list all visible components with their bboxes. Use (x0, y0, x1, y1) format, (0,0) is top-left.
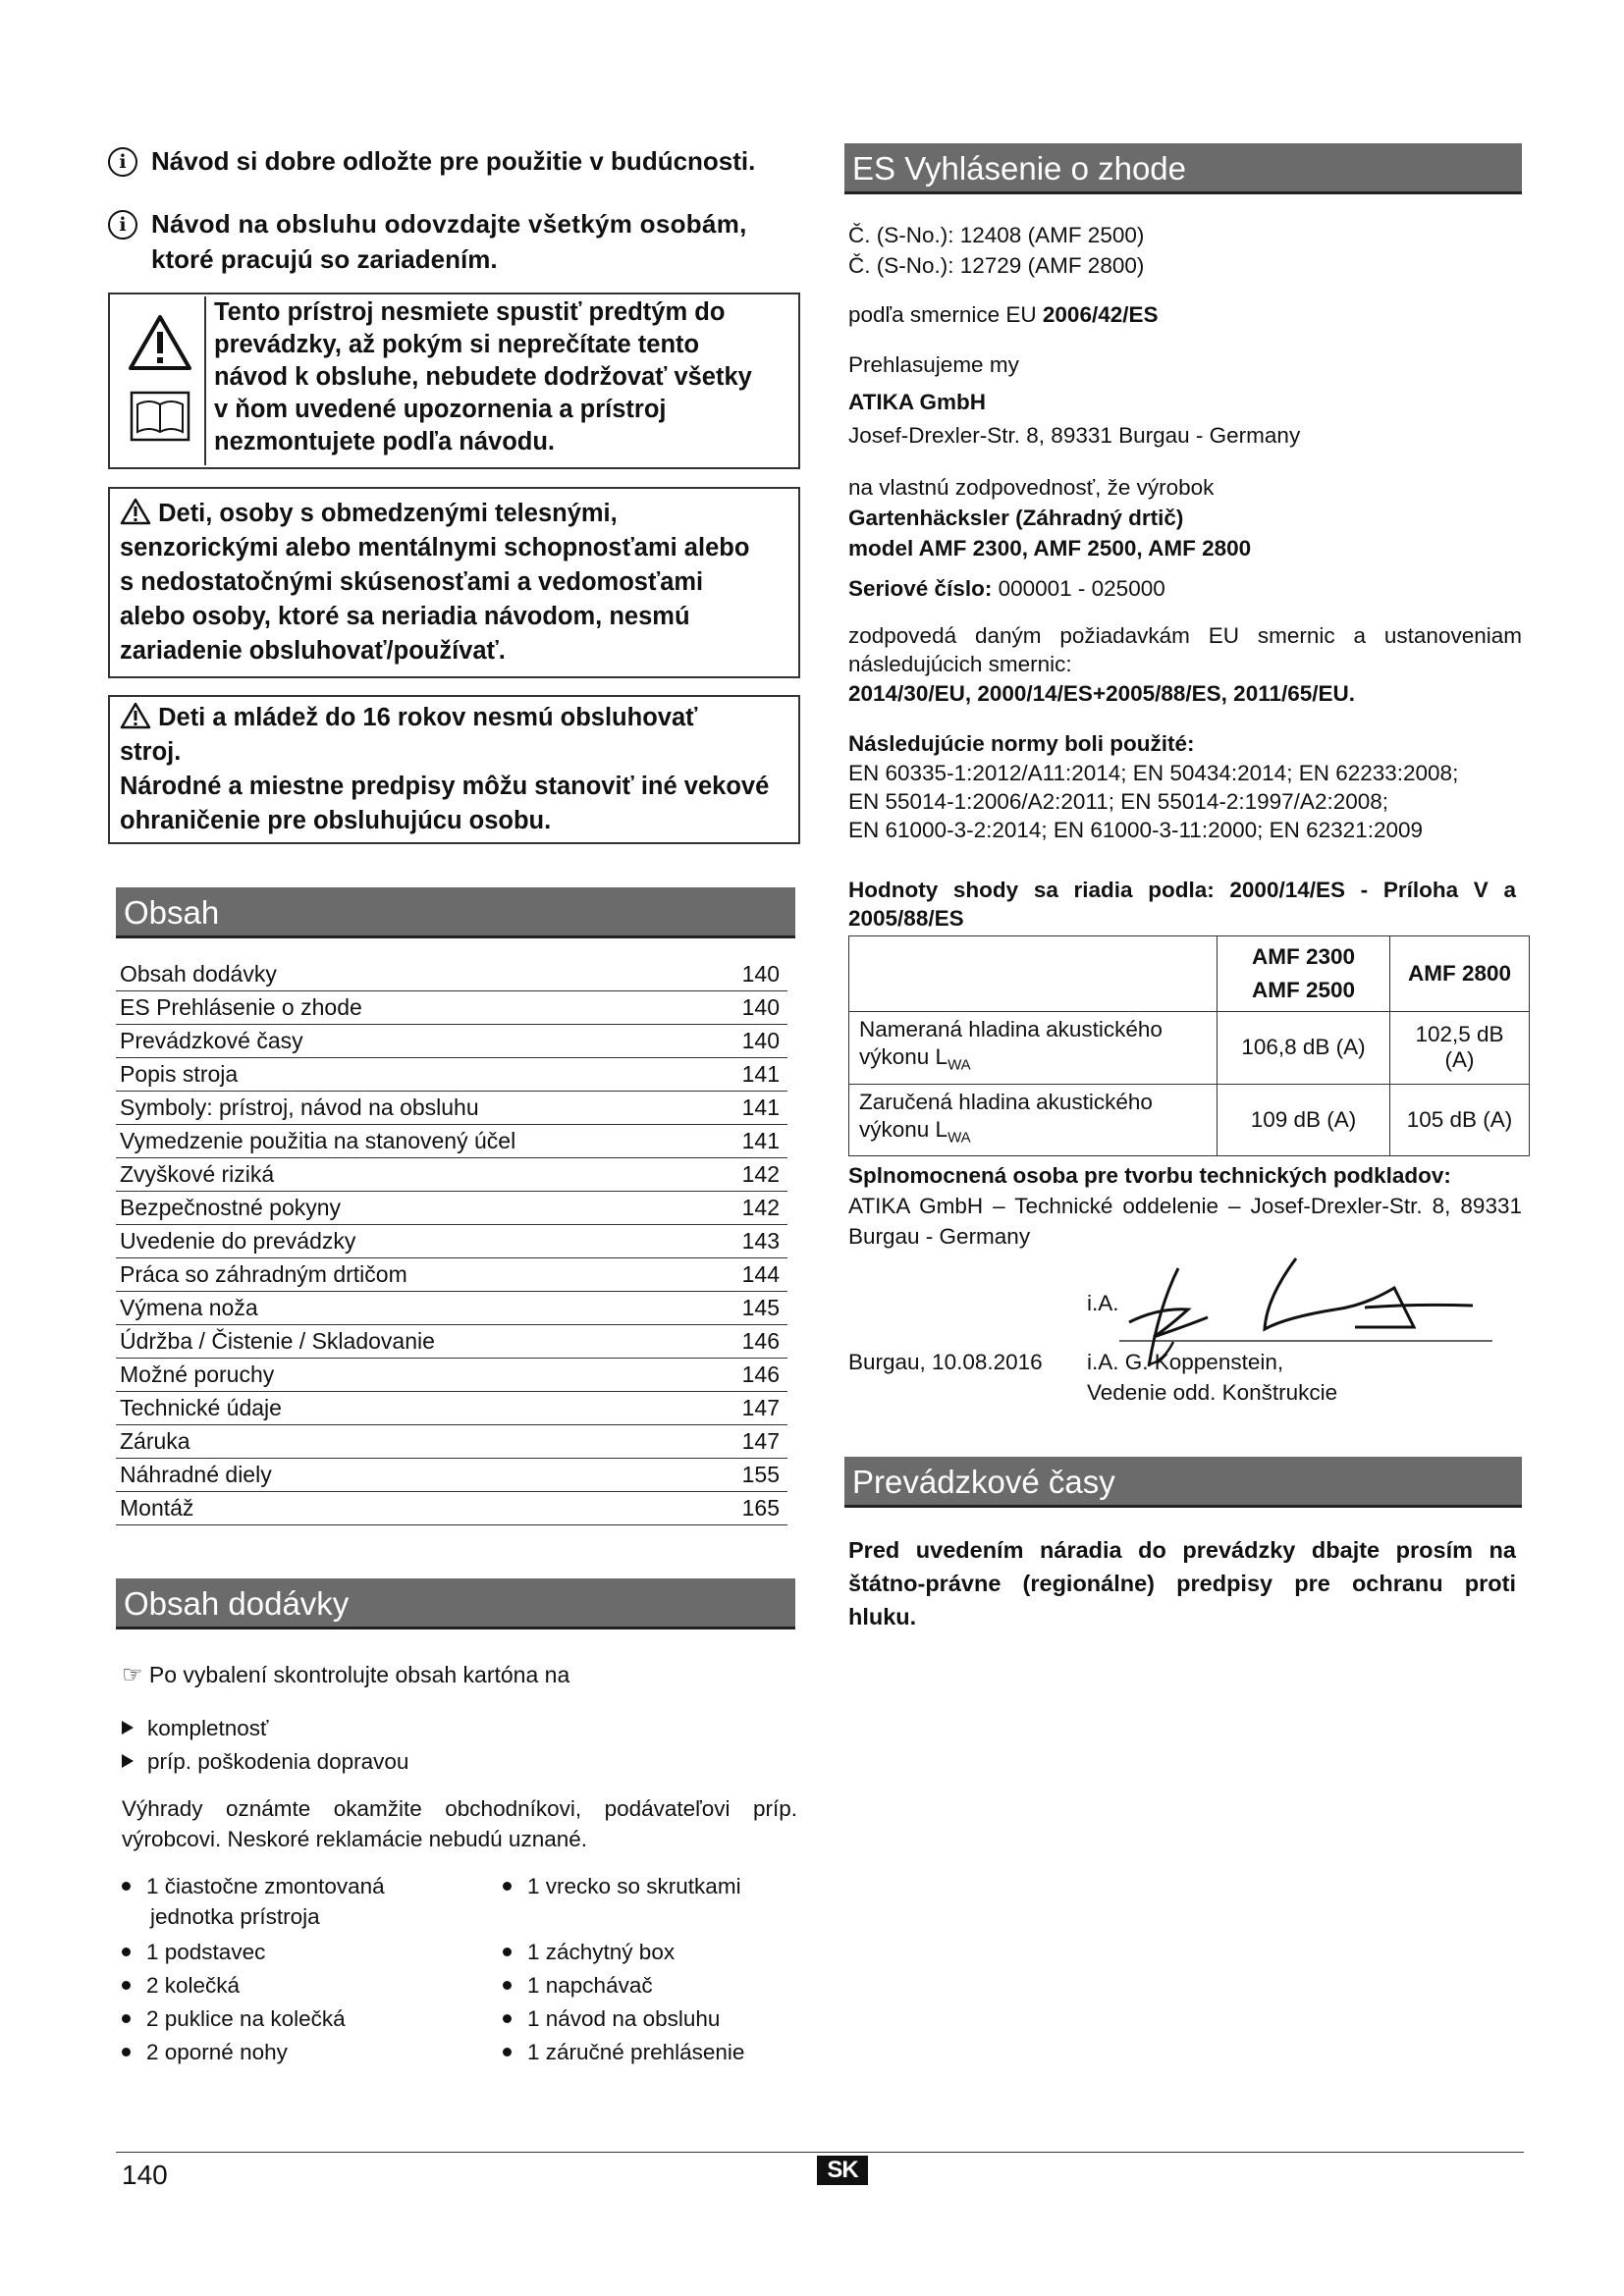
list-item: 1 čiastočne zmontovaná (122, 1871, 495, 1901)
warning-triangle-icon (120, 498, 151, 525)
meets-requirements: zodpovedá daným požiadavkám EU smernic a ustanoveniam následujúcich smernic: 2014/30/EU, 2000/14/ES+2005/88/ES, 2011/65/EU. (848, 623, 1522, 706)
info-line-2 (108, 206, 795, 277)
list-item: 1 napchávač (503, 1970, 797, 2001)
arrow-bullet-icon (122, 1754, 134, 1768)
toc-row[interactable] (116, 1359, 787, 1392)
list-item: 2 puklice na kolečká (122, 2003, 495, 2034)
info-line-1 (108, 143, 795, 179)
language-badge: SK (817, 2156, 868, 2185)
toc-page: 140 (741, 1028, 780, 1053)
warning-box-age-limit: Deti a mládež do 16 rokov nesmú obsluhovať stroj. Národné a miestne predpisy môžu stanoviť iné vekové ohraničenie pre obsluhujúcu osobu. (108, 695, 800, 844)
header-amf-2300: AMF 2300 (1251, 944, 1356, 969)
toc-row[interactable] (116, 1392, 787, 1425)
toc-row[interactable] (116, 1425, 787, 1459)
toc-label: Obsah dodávky (120, 961, 277, 987)
page-number: 140 (122, 2160, 168, 2190)
toc-page: 140 (741, 961, 780, 987)
list-item: kompletnosť (122, 1713, 799, 1743)
toc-row[interactable] (116, 958, 787, 991)
toc-row[interactable] (116, 991, 787, 1025)
info-text-2a: Návod na obsluhu odovzdajte všetkým osobám, (151, 209, 747, 239)
toc-row[interactable] (116, 1225, 787, 1258)
list-item: 2 kolečká (122, 1970, 495, 2001)
toc-row[interactable] (116, 1158, 787, 1192)
table-of-contents (116, 958, 787, 1525)
arrow-bullet-icon (122, 1721, 134, 1735)
toc-page: 141 (741, 1061, 780, 1087)
toc-row[interactable] (116, 1058, 787, 1092)
toc-page: 142 (741, 1161, 780, 1187)
table-header-row (849, 936, 1530, 1012)
toc-label: Vymedzenie použitia na stanovený účel (120, 1128, 516, 1153)
toc-label: Montáž (120, 1495, 194, 1521)
toc-row[interactable] (116, 1025, 787, 1058)
operating-times-heading: Prevádzkové časy (844, 1457, 1522, 1508)
signer: i.A. G. Koppenstein, Vedenie odd. Konštrukcie (1087, 1350, 1338, 1405)
responsibility-line: na vlastnú zodpovednosť, že výrobok (848, 475, 1215, 500)
warning-box-3-line-1: Deti a mládež do 16 rokov nesmú obsluhovať (158, 704, 698, 731)
toc-label: Záruka (120, 1428, 190, 1454)
es-declaration-heading: ES Vyhlásenie o zhode (844, 143, 1522, 194)
toc-label: ES Prehlásenie o zhode (120, 994, 362, 1020)
list-item: 1 záchytný box (503, 1937, 797, 1967)
toc-label: Symboly: prístroj, návod na obsluhu (120, 1095, 479, 1120)
toc-page: 147 (741, 1428, 780, 1454)
directive-line: podľa smernice EU 2006/42/ES (848, 302, 1159, 327)
toc-row[interactable] (116, 1492, 787, 1525)
toc-page: 140 (741, 994, 780, 1020)
toc-row[interactable] (116, 1192, 787, 1225)
toc-label: Uvedenie do prevádzky (120, 1228, 356, 1254)
toc-label: Technické údaje (120, 1395, 282, 1420)
product-models: model AMF 2300, AMF 2500, AMF 2800 (848, 536, 1252, 561)
manual-book-icon (130, 391, 190, 442)
toc-label: Zvyškové riziká (120, 1161, 275, 1187)
serial-range: Seriové číslo: 000001 - 025000 (848, 576, 1165, 601)
delivery-items-col-2 (503, 1871, 797, 2067)
warning-box-2-line-1: Deti, osoby s obmedzenými telesnými, (158, 500, 618, 527)
toc-label: Možné poruchy (120, 1362, 275, 1387)
warning-box-1-text: Tento prístroj nesmiete spustiť predtým do prevádzky, až pokým si neprečítate tento návod k obsluhe, nebudete dodržovať všetky v ňom uvedené upozornenia a prístroj nezmontujete podľa návodu. (214, 298, 752, 455)
list-item: príp. poškodenia dopravou (122, 1746, 799, 1777)
toc-label: Údržba / Čistenie / Skladovanie (120, 1328, 435, 1354)
toc-row[interactable] (116, 1125, 787, 1158)
toc-label: Výmena noža (120, 1295, 258, 1320)
list-item: 2 oporné nohy (122, 2037, 495, 2067)
place-date: Burgau, 10.08.2016 (848, 1350, 1043, 1374)
delivery-checklist (122, 1713, 799, 1777)
toc-page: 145 (741, 1295, 780, 1320)
table-row: Nameraná hladina akustického výkonu $L_{WA}$ 106,8 dB (A) 102,5 dB (A) (849, 1012, 1530, 1085)
list-item: 1 záručné prehlásenie (503, 2037, 797, 2067)
list-item: 1 návod na obsluhu (503, 2003, 797, 2034)
toc-page: 147 (741, 1395, 780, 1420)
toc-label: Bezpečnostné pokyny (120, 1195, 342, 1220)
warning-box-read-manual (108, 293, 800, 469)
we-declare: Prehlasujeme my (848, 352, 1019, 377)
list-item: 1 podstavec (122, 1937, 495, 1967)
info-icon: i (108, 147, 137, 177)
company-name: ATIKA GmbH (848, 390, 986, 414)
applied-norms: Následujúcie normy boli použité: EN 60335-1:2012/A11:2014; EN 50434:2014; EN 62233:2008; EN 55014-1:2006/A2:2011; EN 55014-2:1997/A2:2008; EN 61000-3-2:2014; EN 61000-3-11:2000; EN 62321:2009 (848, 731, 1459, 842)
warning-triangle-icon (128, 314, 192, 371)
serial-numbers: Č. (S-No.): 12408 (AMF 2500) Č. (S-No.): 12729 (AMF 2800) (848, 223, 1145, 278)
toc-page: 155 (741, 1462, 780, 1487)
table-row: Zaručená hladina akustického výkonu $L_{WA}$ 109 dB (A) 105 dB (A) (849, 1084, 1530, 1156)
toc-page: 142 (741, 1195, 780, 1220)
info-text-1: Návod si dobre odložte pre použitie v budúcnosti. (151, 146, 756, 176)
header-amf-2500: AMF 2500 (1251, 978, 1356, 1002)
toc-page: 165 (741, 1495, 780, 1521)
toc-row[interactable] (116, 1459, 787, 1492)
toc-page: 141 (741, 1095, 780, 1120)
toc-row[interactable] (116, 1258, 787, 1292)
header-amf-2800: AMF 2800 (1390, 936, 1530, 1012)
noise-level-table (848, 935, 1530, 1156)
conformity-line: Hodnoty shody sa riadia podla: 2000/14/ES - Príloha V a 2005/88/ES (848, 878, 1516, 931)
toc-row[interactable] (116, 1092, 787, 1125)
warning-triangle-icon (120, 702, 151, 729)
info-text-2b: ktoré pracujú so zariadením. (151, 244, 498, 274)
authorized-person: Splnomocnená osoba pre tvorbu technických podkladov: ATIKA GmbH – Technické oddelenie – Josef-Drexler-Str. 8, 89331 Burgau - Germany (848, 1163, 1522, 1249)
toc-page: 144 (741, 1261, 780, 1287)
toc-page: 146 (741, 1328, 780, 1354)
product-name: Gartenhäcksler (Záhradný drtič) (848, 506, 1184, 530)
pointing-hand-icon: ☞ (122, 1661, 143, 1688)
delivery-heading: Obsah dodávky (116, 1578, 795, 1629)
company-address: Josef-Drexler-Str. 8, 89331 Burgau - Germany (848, 423, 1301, 448)
toc-page: 146 (741, 1362, 780, 1387)
toc-row[interactable] (116, 1292, 787, 1325)
toc-heading: Obsah (116, 887, 795, 938)
info-icon: i (108, 210, 137, 240)
footer-rule (116, 2152, 1524, 2153)
delivery-note: Výhrady oznámte okamžite obchodníkovi, podávateľovi príp. výrobcovi. Neskoré reklamácie nebudú uznané. (122, 1796, 797, 1851)
toc-page: 141 (741, 1128, 780, 1153)
toc-label: Náhradné diely (120, 1462, 272, 1487)
toc-label: Prevádzkové časy (120, 1028, 303, 1053)
toc-label: Popis stroja (120, 1061, 239, 1087)
ia-label: i.A. (1087, 1291, 1119, 1315)
delivery-intro: ☞ Po vybalení skontrolujte obsah kartóna na (122, 1661, 570, 1688)
toc-page: 143 (741, 1228, 780, 1254)
list-item: 1 vrecko so skrutkami (503, 1871, 797, 1901)
warning-box-children-disabled: Deti, osoby s obmedzenými telesnými, senzorickými alebo mentálnymi schopnosťami alebo s nedostatočnými skúsenosťami a vedomosťami alebo osoby, ktoré sa neriadia návodom, nesmú zariadenie obsluhovať/používať. (108, 487, 800, 678)
operating-times-text: Pred uvedením náradia do prevádzky dbajte prosím na štátno-právne (regionálne) predpisy pre ochranu proti hluku. (848, 1537, 1516, 1629)
delivery-items-col-1: 1 čiastočne zmontovaná jednotka prístroja 1 podstavec 2 kolečká 2 puklice na kolečká 2 oporné nohy (122, 1871, 495, 2067)
toc-label: Práca so záhradným drtičom (120, 1261, 407, 1287)
toc-row[interactable] (116, 1325, 787, 1359)
